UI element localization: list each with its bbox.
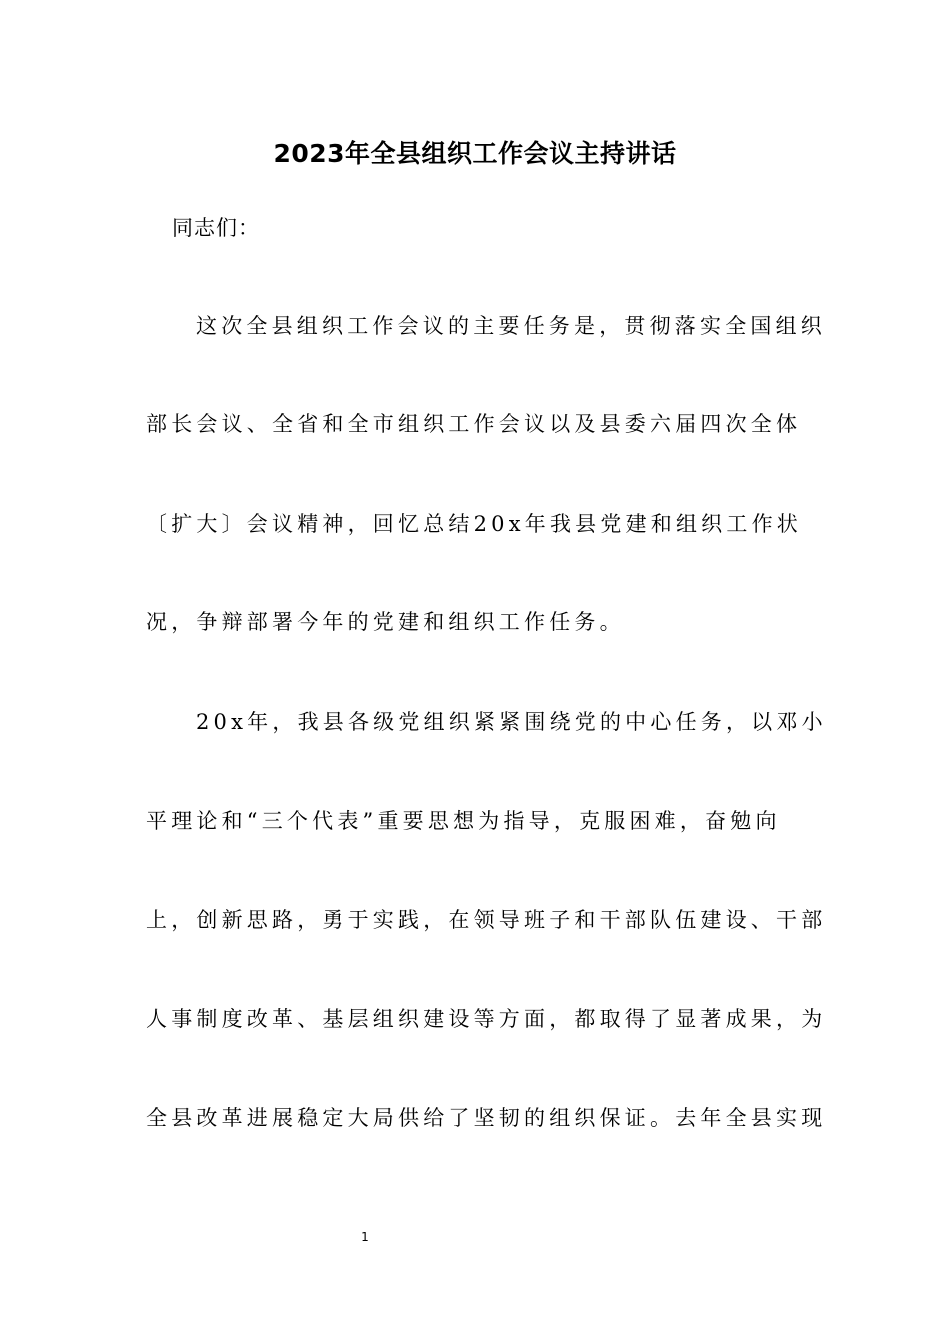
paragraph-1-line: 〔扩大〕会议精神，回忆总结20x年我县党建和组织工作状 bbox=[146, 512, 802, 536]
paragraph-1-line: 这次全县组织工作会议的主要任务是，贯彻落实全国组织 bbox=[196, 314, 826, 338]
document-title: 2023年全县组织工作会议主持讲话 bbox=[273, 139, 677, 168]
paragraph-2-line: 人事制度改革、基层组织建设等方面，都取得了显著成果，为 bbox=[146, 1007, 827, 1031]
page-number: 1 bbox=[361, 1230, 369, 1244]
paragraph-2-line: 20x年，我县各级党组织紧紧围绕党的中心任务，以邓小 bbox=[196, 710, 827, 734]
paragraph-2-line: 全县改革进展稳定大局供给了坚韧的组织保证。去年全县实现 bbox=[146, 1106, 827, 1130]
paragraph-2-line: 平理论和“三个代表”重要思想为指导，克服困难，奋勉向 bbox=[146, 809, 781, 833]
greeting: 同志们： bbox=[172, 216, 260, 240]
paragraph-1-line: 部长会议、全省和全市组织工作会议以及县委六届四次全体 bbox=[146, 412, 802, 436]
paragraph-1-line: 况，争辩部署今年的党建和组织工作任务。 bbox=[146, 610, 625, 634]
paragraph-2-line: 上，创新思路，勇于实践，在领导班子和干部队伍建设、干部 bbox=[146, 908, 827, 932]
